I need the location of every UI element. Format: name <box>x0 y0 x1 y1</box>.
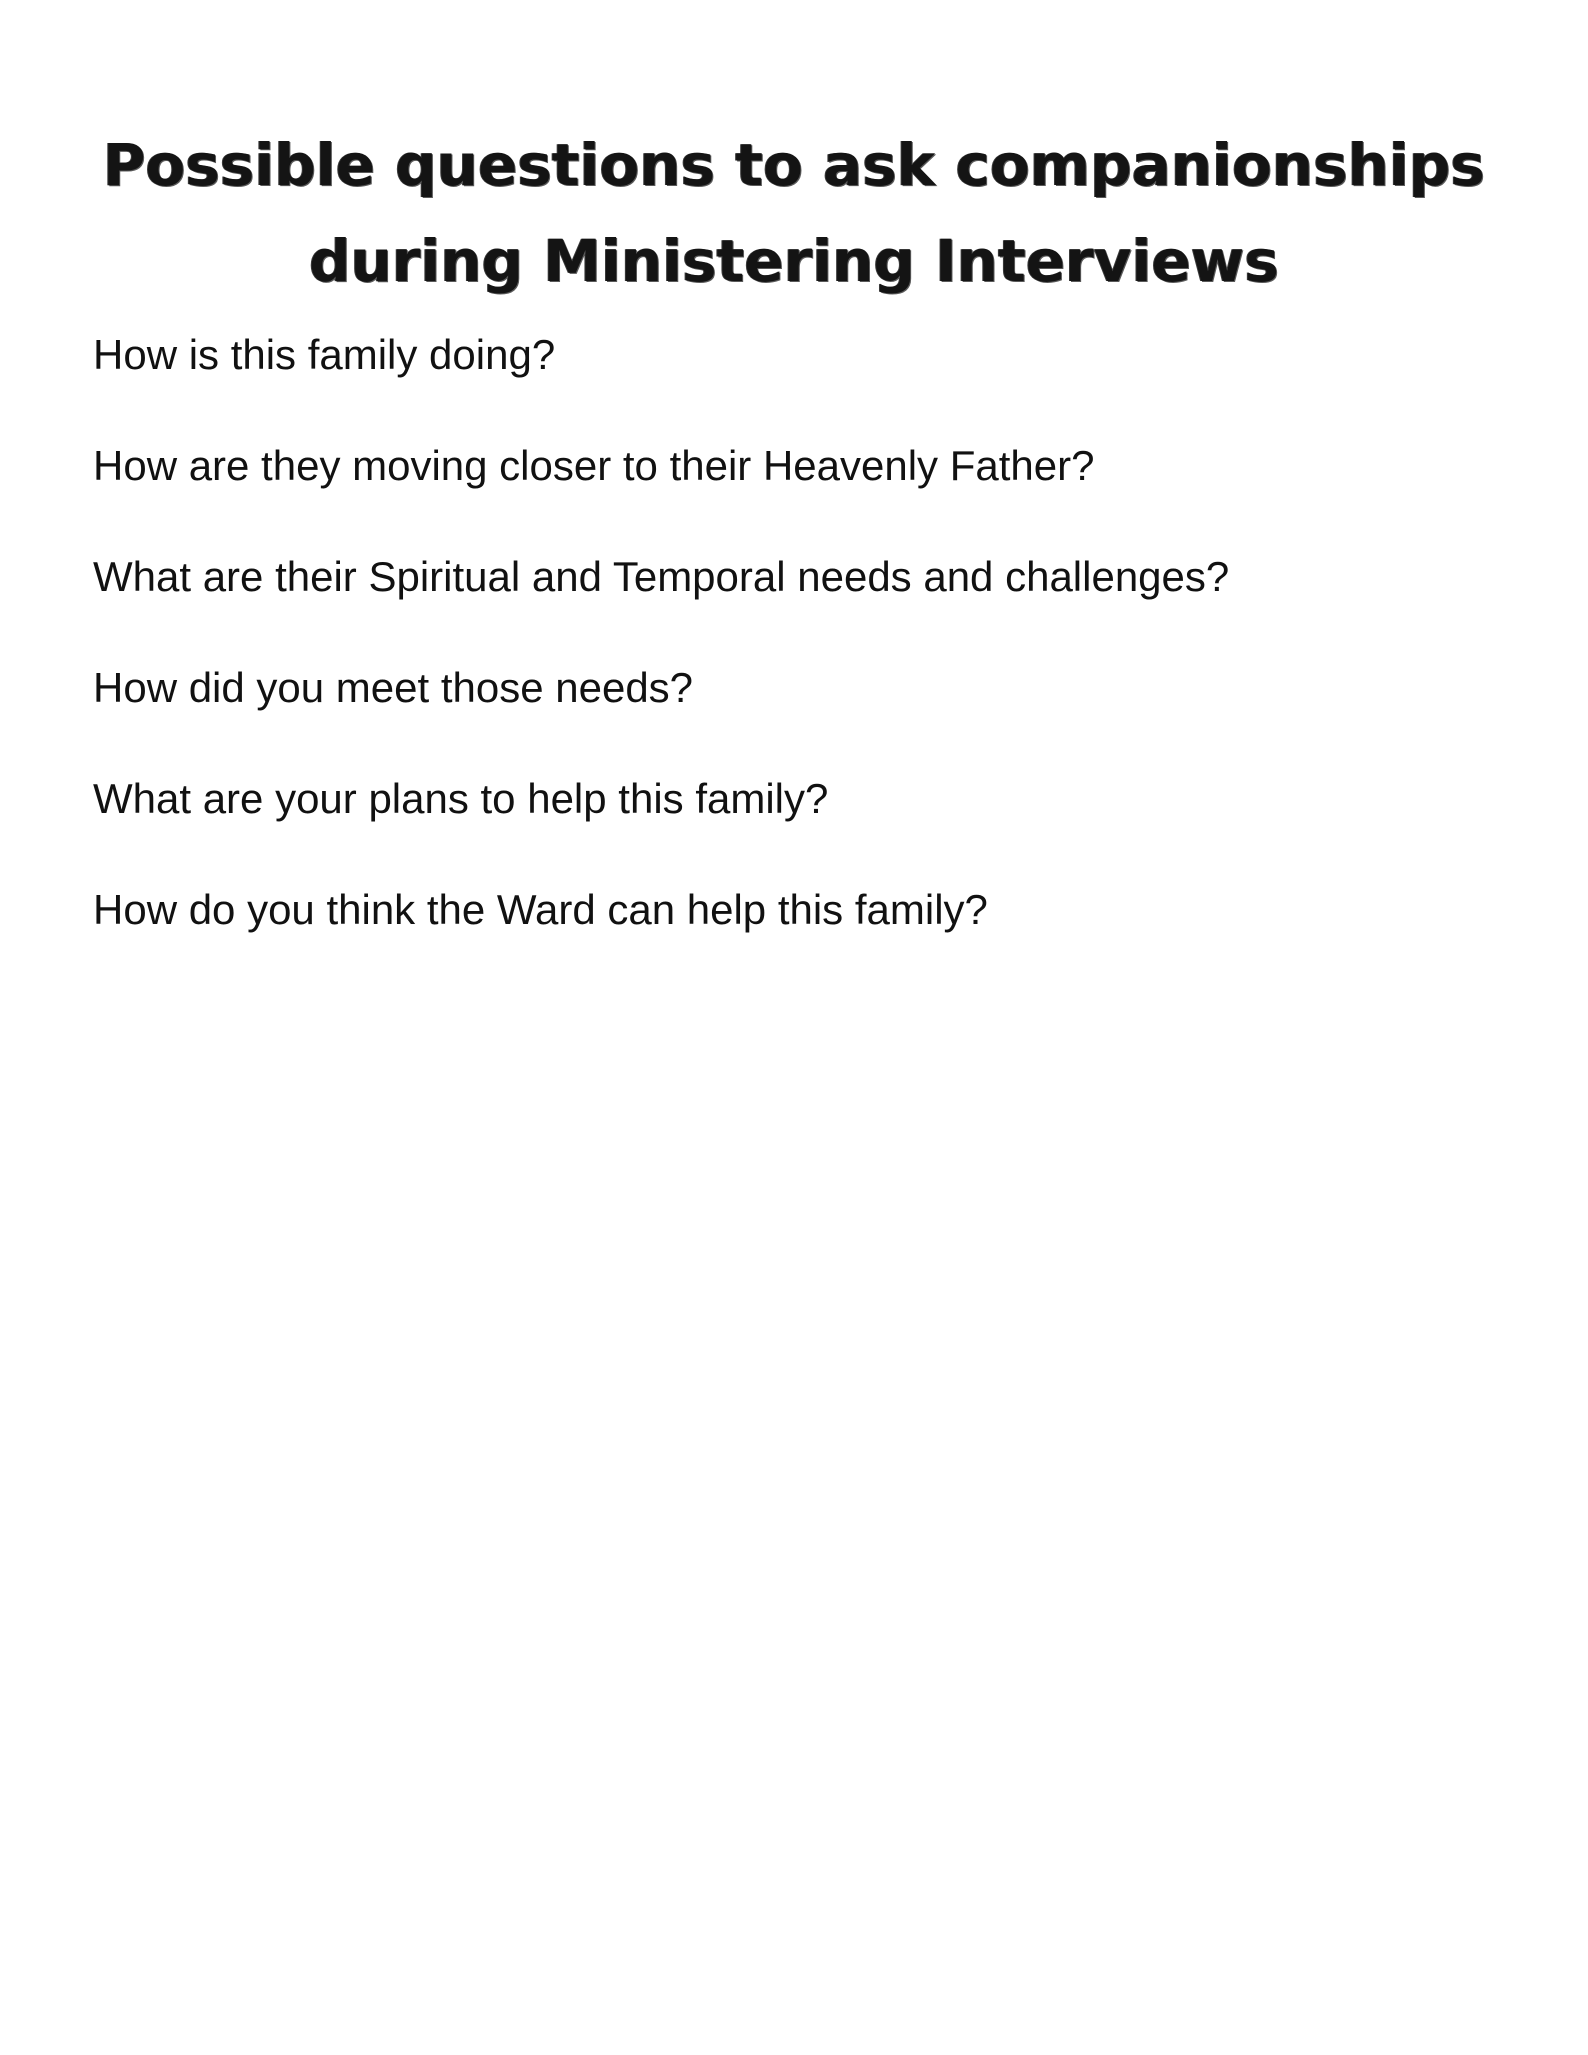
question-item: What are your plans to help this family? <box>93 775 829 822</box>
title-line-1: Possible questions to ask companionships <box>103 130 1485 199</box>
question-item: How is this family doing? <box>93 331 556 378</box>
question-item: What are their Spiritual and Temporal needs and challenges? <box>93 553 1230 600</box>
title-line-2: during Ministering Interviews <box>309 226 1279 295</box>
question-item: How do you think the Ward can help this family? <box>93 886 988 933</box>
page-title <box>94 117 1494 309</box>
question-item: How are they moving closer to their Heavenly Father? <box>93 442 1095 489</box>
question-item: How did you meet those needs? <box>93 664 694 711</box>
question-list <box>93 330 1493 996</box>
